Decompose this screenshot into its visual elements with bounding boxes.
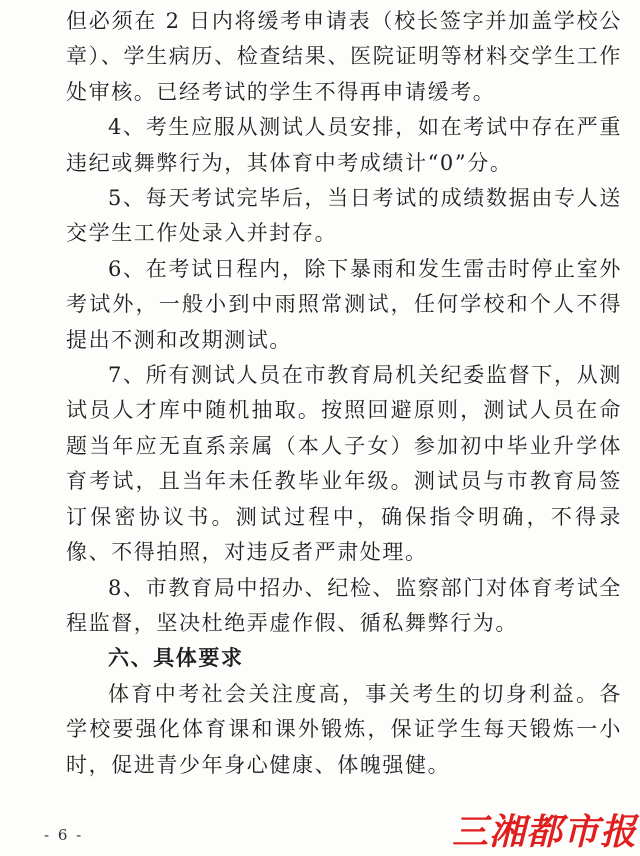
- paragraph-item-8: 8、市教育局中招办、纪检、监察部门对体育考试全程监督，坚决杜绝弄虚作假、循私舞弊行为。: [66, 575, 622, 635]
- paragraph-item-7: 7、所有测试人员在市教育局机关纪委监督下，从测试员人才库中随机抽取。按照回避原则，测试人员在命题当年应无直系亲属（本人子女）参加初中毕业升学体育考试，且当年未任教毕业年级。测试员与市教育局签订保密协议书。测试过程中，确保指令明确，不得录像、不得拍照，对违反者严肃处理。: [66, 363, 622, 565]
- paragraph-requirements: 体育中考社会关注度高，事关考生的切身利益。各学校要强化体育课和课外锻炼，保证学生每天锻炼一小时，促进青少年身心健康、体魄强健。: [66, 681, 622, 777]
- newspaper-watermark-logo: 三湘都市报: [452, 811, 638, 853]
- paragraph-continued: 但必须在 2 日内将缓考申请表（校长签字并加盖学校公章）、学生病历、检查结果、医院证明等材料交学生工作处审核。已经考试的学生不得再申请缓考。: [66, 9, 622, 104]
- document-body: [66, 4, 622, 783]
- page-number: - 6 -: [44, 826, 84, 844]
- paragraph-item-5: 5、每天考试完毕后，当日考试的成绩数据由专人送交学生工作处录入并封存。: [66, 186, 622, 246]
- paragraph-item-6: 6、在考试日程内，除下暴雨和发生雷击时停止室外考试外，一般小到中雨照常测试，任何学校和个人不得提出不测和改期测试。: [66, 256, 622, 352]
- paragraph-item-4: 4、考生应服从测试人员安排，如在考试中存在严重违纪或舞弊行为，其体育中考成绩计“0”分。: [66, 115, 622, 175]
- section-heading: 六、具体要求: [108, 646, 244, 671]
